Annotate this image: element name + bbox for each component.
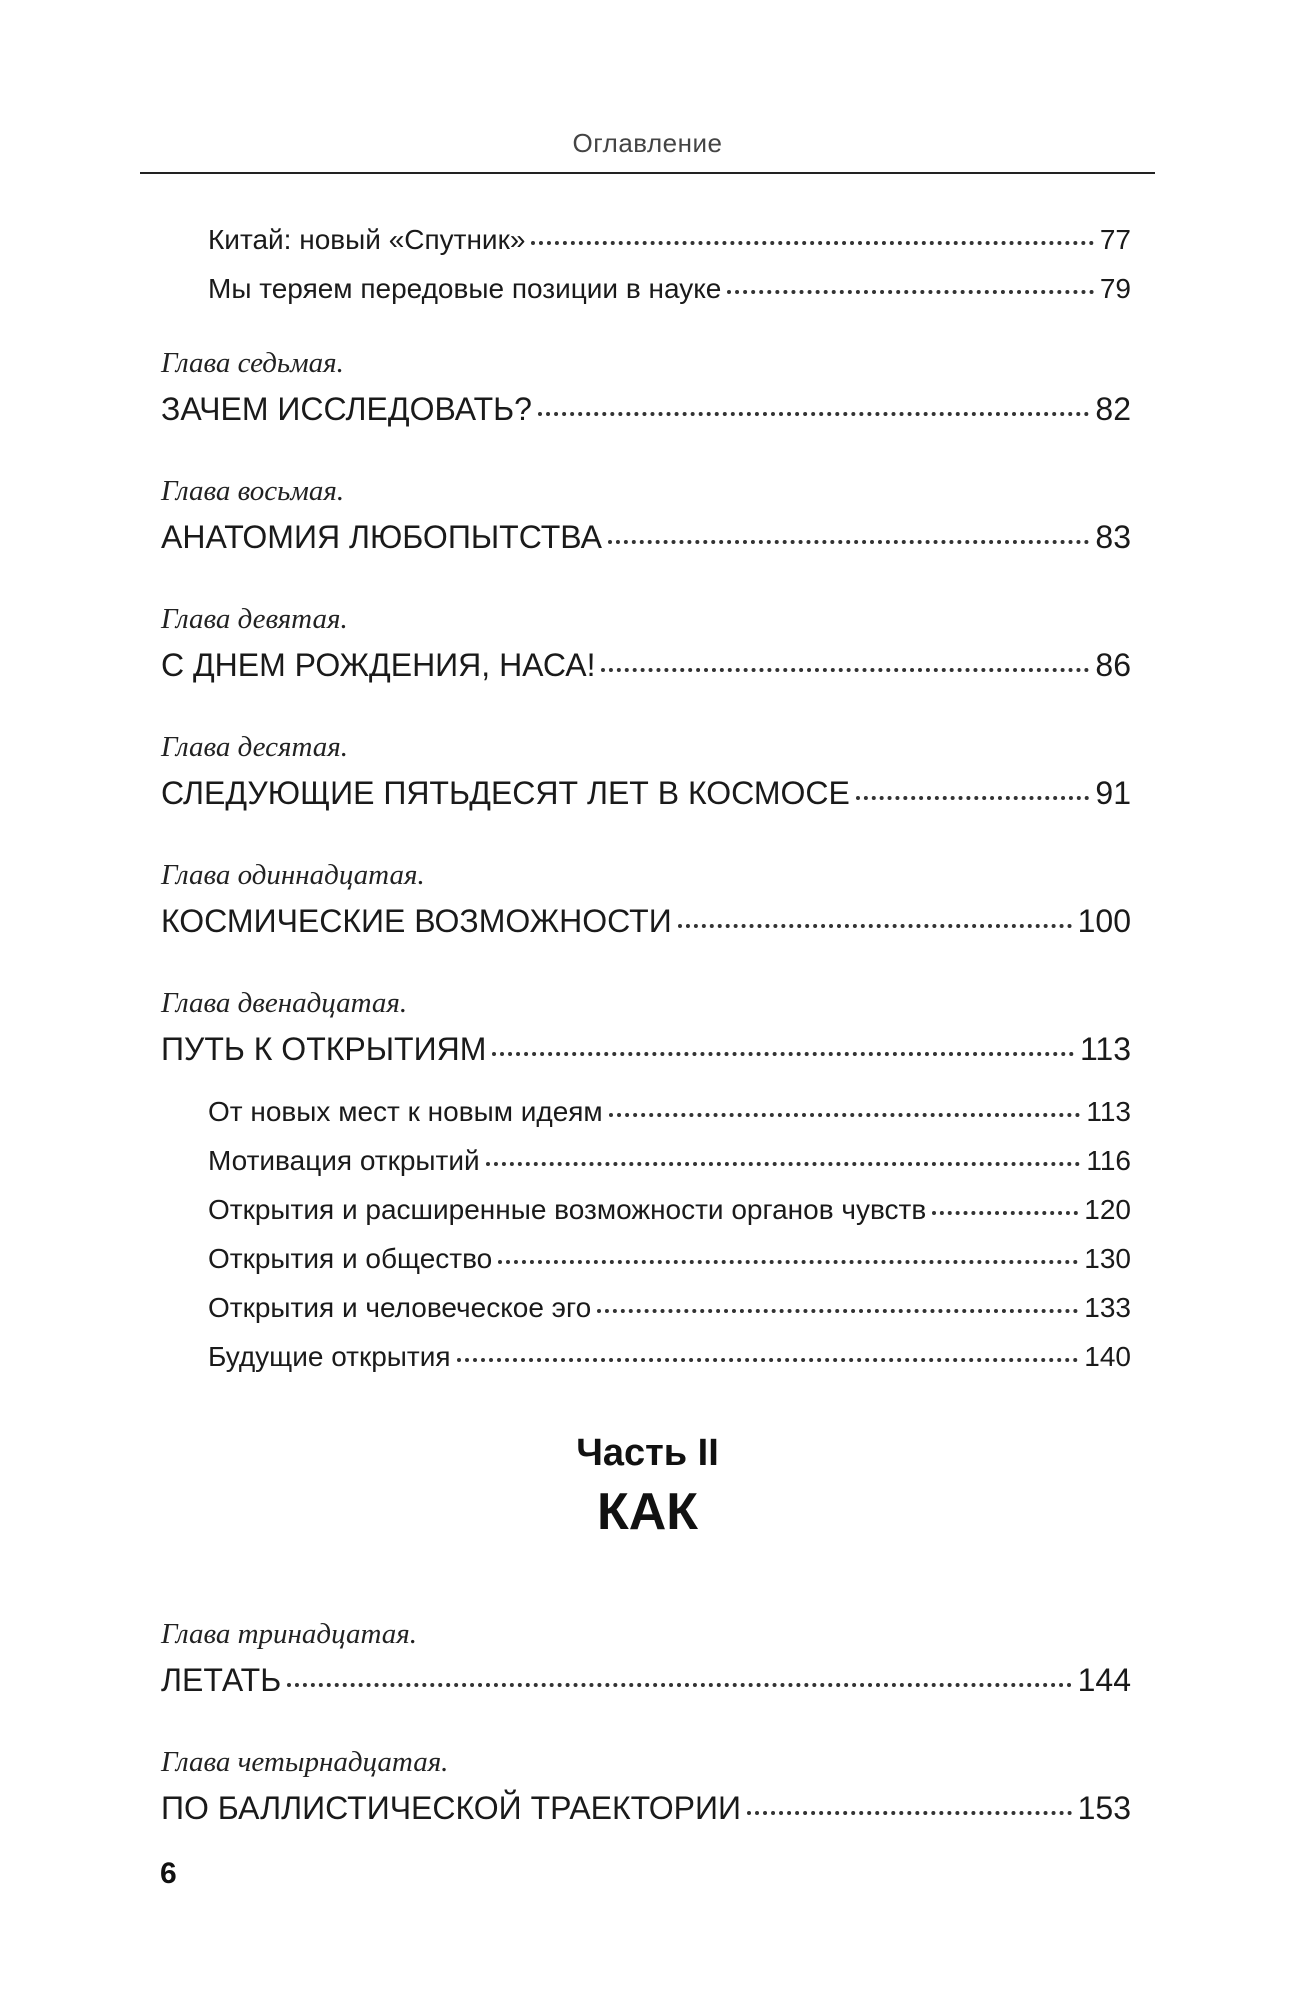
dot-leader xyxy=(678,924,1072,928)
toc-page-number: 100 xyxy=(1077,903,1131,939)
toc-subentry-title: От новых мест к новым идеям xyxy=(208,1096,603,1127)
part-label: Часть II xyxy=(576,1432,719,1474)
chapter-label: Глава девятая. xyxy=(161,603,348,635)
chapter-title: С ДНЕМ РОЖДЕНИЯ, НАСА! xyxy=(161,647,596,683)
dot-leader xyxy=(609,1113,1081,1117)
toc-chapter-entry[interactable] xyxy=(161,1656,1131,1704)
toc-subentry[interactable] xyxy=(161,264,1131,313)
chapter-title: АНАТОМИЯ ЛЮБОПЫТСТВА xyxy=(161,519,602,555)
dot-leader xyxy=(597,1309,1078,1313)
chapter-label: Глава двенадцатая. xyxy=(161,987,408,1019)
dot-leader xyxy=(601,668,1089,672)
toc-subentry-title: Открытия и расширенные возможности органов чувств xyxy=(208,1194,927,1225)
chapter-label: Глава тринадцатая. xyxy=(161,1618,417,1650)
toc-page-number: 113 xyxy=(1079,1031,1131,1067)
toc-page-number: 120 xyxy=(1084,1194,1131,1225)
dot-leader xyxy=(457,1358,1079,1362)
toc-subentry[interactable] xyxy=(161,1136,1131,1185)
toc-page-number: 153 xyxy=(1077,1790,1131,1826)
page-number: 6 xyxy=(160,1857,177,1890)
chapter-title: ПУТЬ К ОТКРЫТИЯМ xyxy=(161,1031,487,1067)
toc-chapter-entry[interactable] xyxy=(161,769,1131,817)
toc-subentry[interactable] xyxy=(161,1087,1131,1136)
dot-leader xyxy=(727,290,1093,294)
toc-page-number: 79 xyxy=(1099,273,1131,304)
toc-subentry-title: Мы теряем передовые позиции в науке xyxy=(208,273,722,304)
table-of-contents-part2 xyxy=(161,1612,1131,1832)
dot-leader xyxy=(287,1683,1071,1687)
part-title: КАК xyxy=(596,1483,699,1541)
chapter-label: Глава четырнадцатая. xyxy=(161,1746,449,1778)
dot-leader xyxy=(498,1260,1078,1264)
toc-page-number: 140 xyxy=(1084,1341,1131,1372)
toc-page-number: 83 xyxy=(1095,519,1131,555)
chapter-title: ЗАЧЕМ ИССЛЕДОВАТЬ? xyxy=(161,391,532,427)
toc-chapter-entry[interactable] xyxy=(161,897,1131,945)
dot-leader xyxy=(486,1162,1081,1166)
dot-leader xyxy=(492,1052,1074,1056)
toc-subentry[interactable] xyxy=(161,1234,1131,1283)
toc-page-number: 133 xyxy=(1084,1292,1131,1323)
dot-leader xyxy=(531,241,1093,245)
toc-subentry-title: Будущие открытия xyxy=(208,1341,451,1372)
toc-chapter-entry[interactable] xyxy=(161,513,1131,561)
toc-page-number: 116 xyxy=(1086,1145,1131,1176)
toc-page-number: 130 xyxy=(1084,1243,1131,1274)
toc-subentry-title: Мотивация открытий xyxy=(208,1145,480,1176)
chapter-title: СЛЕДУЮЩИЕ ПЯТЬДЕСЯТ ЛЕТ В КОСМОСЕ xyxy=(161,775,850,811)
toc-page-number: 86 xyxy=(1095,647,1131,683)
toc-subentry-title: Открытия и общество xyxy=(208,1243,493,1274)
dot-leader xyxy=(747,1811,1072,1815)
toc-page-number: 91 xyxy=(1095,775,1131,811)
toc-page-number: 113 xyxy=(1086,1096,1131,1127)
toc-subentry[interactable] xyxy=(161,215,1131,264)
chapter-label: Глава восьмая. xyxy=(161,475,345,507)
chapter-title: ЛЕТАТЬ xyxy=(161,1662,282,1698)
chapter-label: Глава десятая. xyxy=(161,731,348,763)
dot-leader xyxy=(538,412,1089,416)
toc-chapter-entry[interactable] xyxy=(161,1025,1131,1073)
dot-leader xyxy=(932,1211,1078,1215)
table-of-contents xyxy=(161,215,1131,1381)
toc-page-number: 77 xyxy=(1099,224,1131,255)
toc-subentry-title: Открытия и человеческое эго xyxy=(208,1292,592,1323)
toc-subentry[interactable] xyxy=(161,1185,1131,1234)
toc-page-number: 82 xyxy=(1095,391,1131,427)
toc-chapter-entry[interactable] xyxy=(161,385,1131,433)
chapter-title: ПО БАЛЛИСТИЧЕСКОЙ ТРАЕКТОРИИ xyxy=(161,1790,741,1826)
toc-subentry[interactable] xyxy=(161,1283,1131,1332)
toc-chapter-entry[interactable] xyxy=(161,1784,1131,1832)
dot-leader xyxy=(608,540,1090,544)
chapter-label: Глава седьмая. xyxy=(161,347,344,379)
chapter-title: КОСМИЧЕСКИЕ ВОЗМОЖНОСТИ xyxy=(161,903,672,939)
chapter-label: Глава одиннадцатая. xyxy=(161,859,425,891)
dot-leader xyxy=(856,796,1090,800)
toc-subentry[interactable] xyxy=(161,1332,1131,1381)
header-rule xyxy=(140,172,1155,174)
toc-chapter-entry[interactable] xyxy=(161,641,1131,689)
toc-page-number: 144 xyxy=(1077,1662,1131,1698)
running-header: Оглавление xyxy=(572,128,723,158)
toc-subentry-title: Китай: новый «Спутник» xyxy=(208,224,526,255)
